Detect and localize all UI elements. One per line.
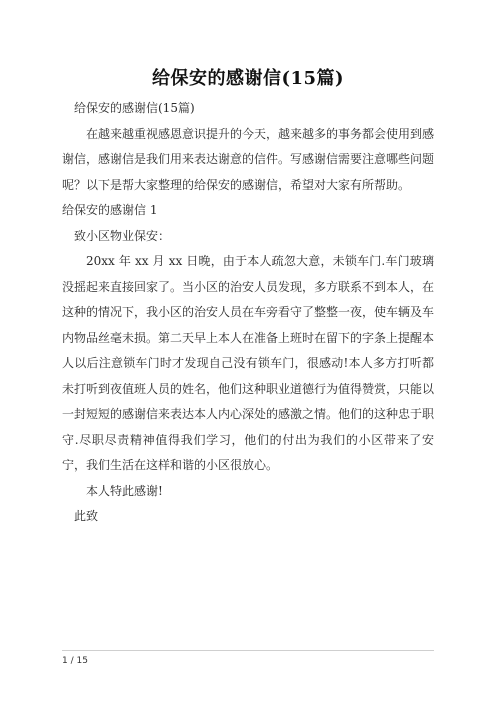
footer-divider <box>62 650 434 651</box>
section-heading: 给保安的感谢信 1 <box>62 203 158 217</box>
letter-salutation: 致小区物业保安： <box>74 228 171 243</box>
page-title: 给保安的感谢信(15篇) <box>151 68 345 89</box>
letter-closing-thanks: 本人特此感谢! <box>86 483 163 498</box>
letter-body-paragraph: 20xx 年 xx 月 xx 日晚，由于本人疏忽大意，未锁车门.车门玻璃没摇起来直接回家了。当小区的治安人员发现，多方联系不到本人，在这种的情况下，我小区的治安人员在车旁看守了整整一夜，使车辆及车内物品丝毫未损。第二天早上本人在准备上班时在留下的字条上提醒本人以后注意锁车门时才发现自己没有锁车门，很感动!本人多方打听都未打听到夜值班人员的姓名，他们这种职业道德行为值得赞赏，只能以一封短短的感谢信来表达本人内心深处的感激之情。他们的这种忠于职守.尽职尽责精神值得我们学习，他们的付出为我们的小区带来了安宁，我们生活在这样和谐的小区很放心。 <box>62 254 435 472</box>
intro-paragraph: 在越来越重视感恩意识提升的今天，越来越多的事务都会使用到感谢信，感谢信是我们用来表达谢意的信件。写感谢信需要注意哪些问题呢？以下是帮大家整理的给保安的感谢信，希望对大家有所帮助。 <box>62 126 435 192</box>
letter-closing: 此致 <box>74 509 99 523</box>
document-body <box>62 96 434 530</box>
document-subtitle: 给保安的感谢信(15篇) <box>74 101 195 115</box>
page-number: 1 / 15 <box>62 656 88 666</box>
